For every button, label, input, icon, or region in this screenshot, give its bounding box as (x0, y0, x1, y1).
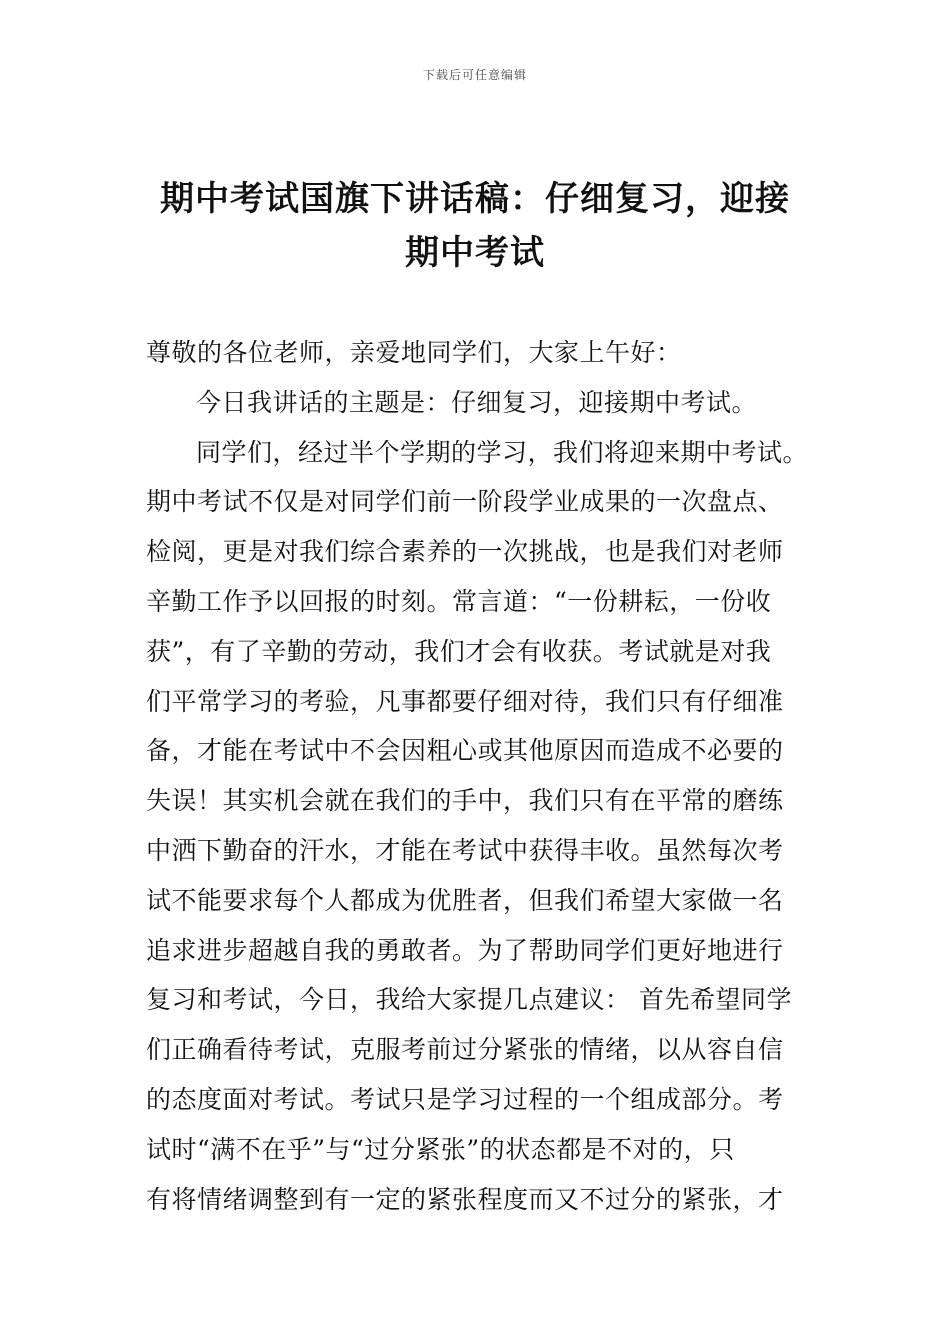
paragraph-line: 获”，有了辛勤的劳动，我们才会有收获。考试就是对我 (146, 636, 772, 666)
paragraph-line: 追求进步超越自我的勇敢者。为了帮助同学们更好地进行 (146, 935, 784, 965)
paragraph-line: 失误！其实机会就在我们的手中，我们只有在平常的磨练 (146, 786, 784, 816)
paragraph-line: 试时“满不在乎”与“过分紧张”的状态都是不对的，只 (146, 1134, 735, 1164)
title-line: 期中考试 (405, 233, 545, 273)
title-line: 期中考试国旗下讲话稿：仔细复习，迎接 (160, 179, 790, 219)
salutation-line: 尊敬的各位老师，亲爱地同学们，大家上午好： (146, 338, 682, 367)
paragraph-line: 检阅，更是对我们综合素养的一次挑战，也是我们对老师 (146, 537, 784, 567)
paragraph-line: 辛勤工作予以回报的时刻。常言道：“一份耕耘，一份收 (146, 586, 772, 616)
paragraph-line: 们正确看待考试，克服考前过分紧张的情绪，以从容自信 (146, 1035, 784, 1065)
document-title (130, 172, 820, 280)
document-body (146, 328, 822, 1224)
paragraph-line: 期中考试不仅是对同学们前一阶段学业成果的一次盘点、 (146, 487, 784, 517)
paragraph-line: 们平常学习的考验，凡事都要仔细对待，我们只有仔细准 (146, 686, 784, 716)
paragraph-line: 复习和考试，今日，我给大家提几点建议： 首先希望同学 (146, 985, 792, 1015)
paragraph-line: 有将情绪调整到有一定的紧张程度而又不过分的紧张，才 (146, 1184, 784, 1214)
paragraph-line: 中洒下勤奋的汗水，才能在考试中获得丰收。虽然每次考 (146, 835, 784, 865)
paragraph-line: 的态度面对考试。考试只是学习过程的一个组成部分。考 (146, 1084, 784, 1114)
header-note: 下载后可任意编辑 (422, 68, 527, 82)
paragraph-line: 同学们，经过半个学期的学习，我们将迎来期中考试。 (196, 437, 809, 467)
paragraph-line: 今日我讲话的主题是：仔细复习，迎接期中考试。 (196, 387, 758, 417)
paragraph-line: 试不能要求每个人都成为优胜者，但我们希望大家做一名 (146, 885, 784, 915)
paragraph-line: 备，才能在考试中不会因粗心或其他原因而造成不必要的 (146, 736, 784, 766)
